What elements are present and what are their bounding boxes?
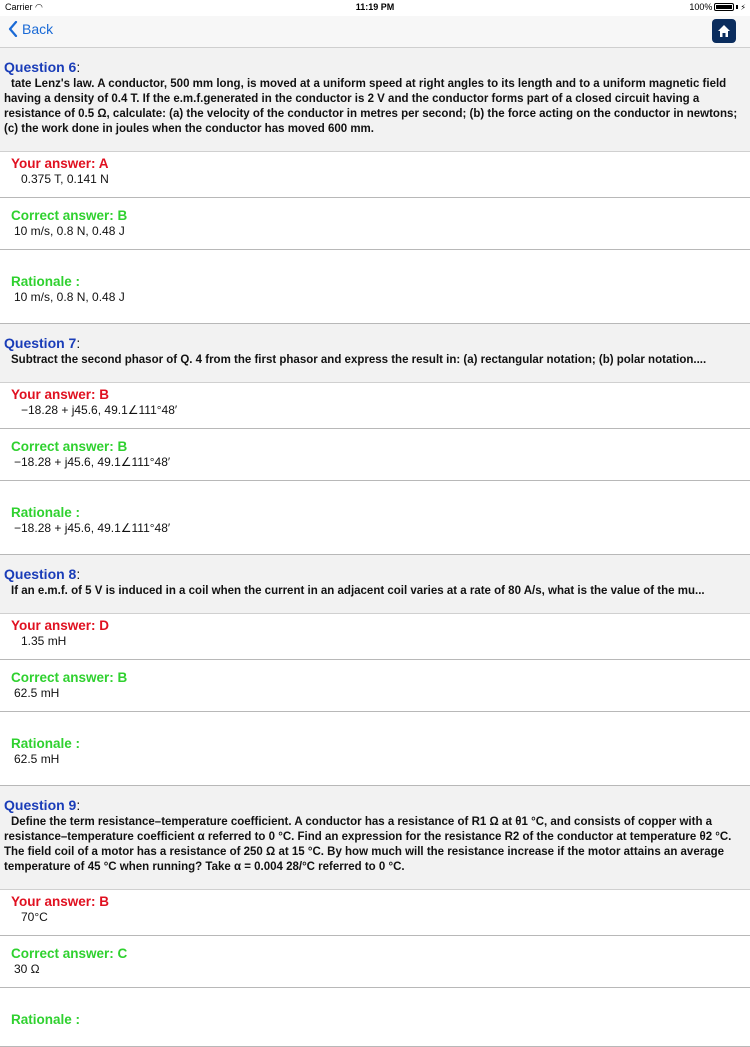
- question-title: Question 6:: [4, 59, 81, 75]
- rationale-value: 10 m/s, 0.8 N, 0.48 J: [14, 290, 125, 304]
- rationale-label: Rationale :: [11, 1012, 81, 1027]
- rationale-label: Rationale :: [11, 505, 81, 520]
- your-answer-label: Your answer: D: [11, 618, 110, 633]
- battery-percent: 100%: [689, 2, 713, 12]
- question-text: Define the term resistance–temperature coefficient. A conductor has a resistance of R1 Ω at θ1 °C, and consists of copper with a resistance–temperature coefficient α referred to 0 °C. Find an expression for the resistance R2 of the conductor at temperature θ2 °C. The field coil of a motor has a resistance of 250 Ω at 15 °C. By how much will the resistance increase if the motor attains an average temperature of 45 °C when running? Take α = 0.004 28/°C referred to 0 °C.: [4, 816, 732, 873]
- question-title: Question 7:: [4, 335, 81, 351]
- your-answer-label: Your answer: A: [11, 156, 109, 171]
- charging-icon: ⚡: [740, 2, 746, 12]
- question-header: [0, 48, 750, 152]
- correct-answer-label: Correct answer: B: [11, 670, 128, 685]
- back-label: Back: [22, 21, 54, 37]
- your-answer-value: 0.375 T, 0.141 N: [21, 172, 109, 186]
- results-list: [0, 48, 750, 1047]
- question-title: Question 9:: [4, 797, 81, 813]
- status-bar: [0, 0, 750, 16]
- rationale-row: [0, 712, 750, 786]
- correct-answer-value: −18.28 + j45.6, 49.1∠111°48′: [14, 455, 171, 469]
- question-header: [0, 786, 750, 890]
- question-text: If an e.m.f. of 5 V is induced in a coil when the current in an adjacent coil varies at a rate of 80 A/s, what is the value of the mu...: [11, 585, 705, 597]
- status-time: 11:19 PM: [355, 2, 395, 12]
- your-answer-value: −18.28 + j45.6, 49.1∠111°48′: [21, 403, 178, 417]
- back-button[interactable]: [8, 21, 53, 37]
- correct-answer-row: [0, 198, 750, 250]
- carrier-label: Carrier ◠: [5, 2, 43, 12]
- chevron-left-icon: [8, 21, 18, 37]
- your-answer-row: [0, 890, 750, 936]
- question-block: [0, 324, 750, 555]
- home-icon: [717, 24, 731, 38]
- correct-answer-label: Correct answer: B: [11, 439, 128, 454]
- question-block: [0, 48, 750, 324]
- question-header: [0, 555, 750, 614]
- rationale-label: Rationale :: [11, 736, 81, 751]
- correct-answer-row: [0, 936, 750, 988]
- question-title: Question 8:: [4, 566, 81, 582]
- your-answer-value: 1.35 mH: [21, 634, 67, 648]
- correct-answer-label: Correct answer: C: [11, 946, 128, 961]
- your-answer-label: Your answer: B: [11, 387, 110, 402]
- your-answer-row: [0, 614, 750, 660]
- your-answer-label: Your answer: B: [11, 894, 110, 909]
- correct-answer-value: 30 Ω: [14, 962, 40, 976]
- navigation-bar: [0, 16, 750, 48]
- correct-answer-value: 62.5 mH: [14, 686, 60, 700]
- rationale-row: [0, 481, 750, 555]
- correct-answer-row: [0, 660, 750, 712]
- question-text: tate Lenz's law. A conductor, 500 mm long, is moved at a uniform speed at right angles to its length and to a uniform magnetic field having a density of 0.4 T. If the e.m.f.generated in the conductor is 2 V and the conductor forms part of a closed circuit having a resistance of 0.5 Ω, calculate: (a) the velocity of the conductor in metres per second; (b) the force acting on the conductor in newtons; (c) the work done in joules when the conductor has moved 600 mm.: [4, 78, 738, 135]
- question-header: [0, 324, 750, 383]
- wifi-icon: ◠: [35, 2, 43, 12]
- rationale-row: [0, 988, 750, 1047]
- battery-tip: [736, 5, 738, 9]
- battery-indicator: [689, 2, 746, 12]
- correct-answer-value: 10 m/s, 0.8 N, 0.48 J: [14, 224, 125, 238]
- question-text: Subtract the second phasor of Q. 4 from the first phasor and express the result in: (a) rectangular notation; (b) polar notation....: [11, 354, 707, 366]
- your-answer-row: [0, 152, 750, 198]
- battery-icon: [714, 3, 734, 11]
- rationale-label: Rationale :: [11, 274, 81, 289]
- rationale-row: [0, 250, 750, 324]
- rationale-value: 62.5 mH: [14, 752, 60, 766]
- home-button[interactable]: [712, 19, 736, 43]
- rationale-value: −18.28 + j45.6, 49.1∠111°48′: [14, 521, 171, 535]
- your-answer-row: [0, 383, 750, 429]
- correct-answer-row: [0, 429, 750, 481]
- question-block: [0, 555, 750, 786]
- correct-answer-label: Correct answer: B: [11, 208, 128, 223]
- question-block: [0, 786, 750, 1047]
- your-answer-value: 70°C: [21, 910, 48, 924]
